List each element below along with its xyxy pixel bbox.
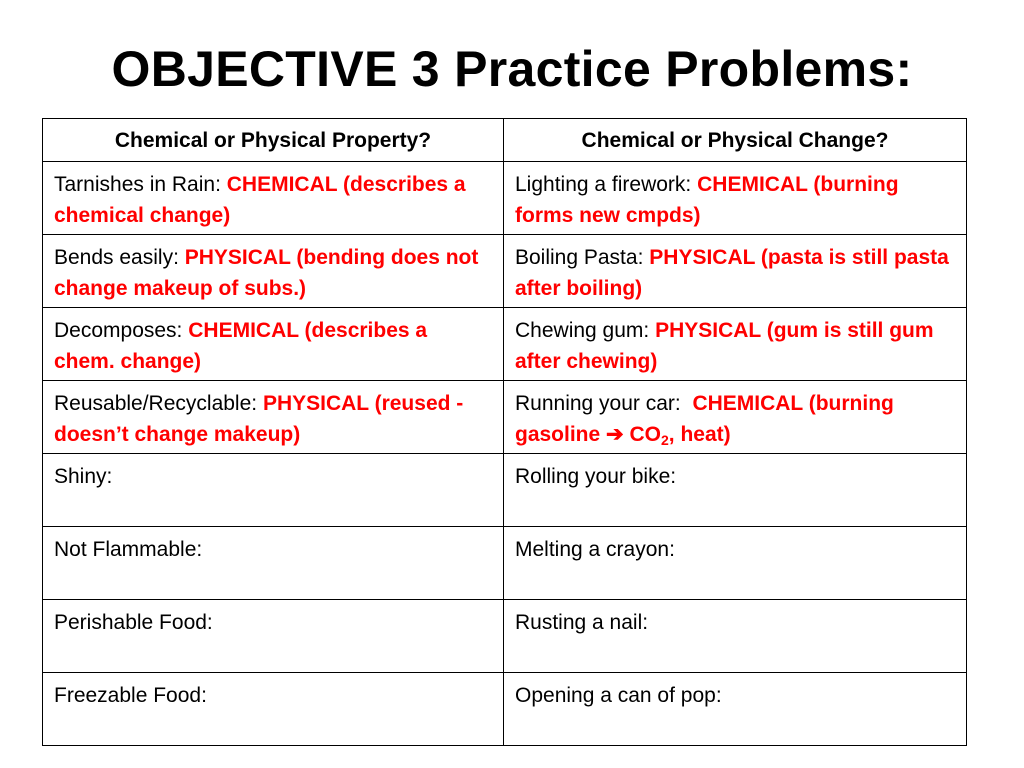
change-answer: PHYSICAL (gum is still gum after chewing): [515, 319, 934, 373]
table-row: [43, 527, 967, 600]
arrow-right-icon: ➔: [606, 423, 624, 446]
change-cell: [504, 527, 967, 600]
property-prompt: Freezable Food:: [54, 684, 207, 707]
property-cell: [43, 308, 504, 381]
change-cell: [504, 600, 967, 673]
property-prompt: Bends easily:: [54, 246, 179, 269]
property-cell: [43, 381, 504, 454]
property-answer: PHYSICAL (reused - doesn’t change makeup): [54, 392, 464, 446]
property-prompt: Tarnishes in Rain:: [54, 173, 221, 196]
chemical-formula: CO: [629, 423, 661, 446]
property-cell: [43, 527, 504, 600]
change-cell: [504, 162, 967, 235]
formula-subscript: 2: [661, 432, 669, 448]
answer-text-end: , heat): [668, 423, 731, 446]
property-prompt: Reusable/Recyclable:: [54, 392, 258, 415]
change-answer: CHEMICAL (burning forms new cmpds): [515, 173, 899, 227]
property-cell: [43, 673, 504, 746]
change-column-header: Chemical or Physical Change?: [504, 119, 967, 162]
property-answer: CHEMICAL (describes a chem. change): [54, 319, 428, 373]
page-title: OBJECTIVE 3 Practice Problems:: [111, 41, 913, 97]
change-prompt: Lighting a firework:: [515, 173, 692, 196]
change-cell: [504, 235, 967, 308]
change-prompt: Boiling Pasta:: [515, 246, 644, 269]
property-cell: [43, 600, 504, 673]
table-row: [43, 308, 967, 381]
property-cell: [43, 235, 504, 308]
change-cell: [504, 454, 967, 527]
property-prompt: Perishable Food:: [54, 611, 213, 634]
table-row: [43, 673, 967, 746]
change-prompt: Rusting a nail:: [515, 611, 649, 634]
change-cell: [504, 673, 967, 746]
table-header-row: [43, 119, 967, 162]
change-prompt: Running your car:: [515, 392, 681, 415]
change-cell: [504, 381, 967, 454]
table-row: [43, 162, 967, 235]
change-prompt: Chewing gum:: [515, 319, 650, 342]
table-row: [43, 381, 967, 454]
answer-text: CHEMICAL (burning gasoline: [515, 392, 894, 446]
property-prompt: Not Flammable:: [54, 538, 203, 561]
property-cell: [43, 454, 504, 527]
change-answer: PHYSICAL (pasta is still pasta after boiling): [515, 246, 949, 300]
property-column-header: Chemical or Physical Property?: [43, 119, 504, 162]
change-prompt: Opening a can of pop:: [515, 684, 722, 707]
table-row: [43, 235, 967, 308]
change-prompt: Rolling your bike:: [515, 465, 677, 488]
property-prompt: Decomposes:: [54, 319, 183, 342]
property-cell: [43, 162, 504, 235]
table-row: [43, 454, 967, 527]
property-answer: CHEMICAL (describes a chemical change): [54, 173, 466, 227]
practice-problems-table: [42, 118, 967, 746]
property-answer: PHYSICAL (bending does not change makeup of subs.): [54, 246, 479, 300]
change-prompt: Melting a crayon:: [515, 538, 675, 561]
change-cell: [504, 308, 967, 381]
property-prompt: Shiny:: [54, 465, 113, 488]
table-row: [43, 600, 967, 673]
